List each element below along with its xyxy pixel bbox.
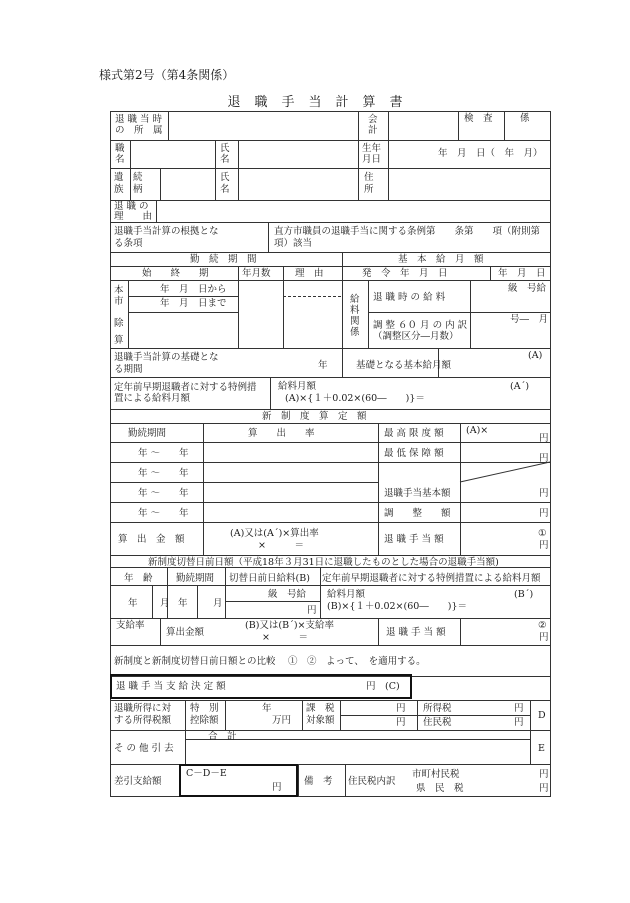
birth-label-2: 月日 <box>362 154 382 165</box>
switch-title: 新制度切替日前日額（平成18年３月31日に退職したものとした場合の退職手当額) <box>148 557 499 568</box>
other-label: そ の 他 引 去 <box>114 743 174 754</box>
net-formula: C－D－E <box>186 768 227 779</box>
circle-1: ① <box>538 528 547 539</box>
sw-period-header: 勤続期間 <box>176 573 215 584</box>
compare-text: 新制度と新制度切替日前日額との比較 ① ② よって、 を適用する。 <box>114 656 426 667</box>
adjust-amount-label: 調 整 額 <box>384 508 451 519</box>
birth-date: 年 月 日（ 年 月） <box>438 148 543 159</box>
rel-1: 給 <box>350 294 360 305</box>
rel-2: 料 <box>350 305 360 316</box>
sw-salary-label: 給料月額 <box>327 589 366 600</box>
A-prime-label: (A´) <box>510 381 530 392</box>
acct-label-2: 計 <box>368 125 378 136</box>
from-date: 年 月 日から <box>160 284 227 295</box>
sw-formula: (B)×{１＋0.02×(60― )}＝ <box>327 601 468 612</box>
b-name-label-1: 氏 <box>220 172 230 183</box>
newsys-period-header: 勤続期間 <box>128 428 167 439</box>
sw-yen: 円 <box>307 605 317 616</box>
acct-label-1: 会 <box>368 114 378 125</box>
age-tsuki: 月 <box>160 598 170 609</box>
A-label: (A) <box>528 350 543 361</box>
dept-label-1: 退 職 当 時 <box>115 114 163 125</box>
grade-label: 級 号給 <box>508 283 547 294</box>
kakari-label: 係 <box>520 113 530 124</box>
target-2: 対象額 <box>306 715 335 726</box>
start-end-header: 始 終 期 <box>142 268 209 279</box>
yen-tax-2: 円 <box>396 717 406 728</box>
newsys-rate-header: 算 出 率 <box>248 428 315 439</box>
sw-salary-header: 切替日前日給料(B) <box>229 573 310 584</box>
basis-label-1: 退職手当計算の根拠とな <box>114 226 219 237</box>
reason-label-2: 理 由 <box>114 211 153 222</box>
rel-3: 関 <box>350 316 360 327</box>
form-title: 退職手当計算書 <box>227 95 417 110</box>
form-label: 様式第2号（第4条関係） <box>99 68 235 82</box>
rate-label: 支給率 <box>116 620 145 631</box>
jo-label: 除 <box>114 318 124 329</box>
yen-4: 円 <box>539 508 549 519</box>
sw-calc-label: 算出金額 <box>166 627 205 638</box>
newsys-title: 新 制 度 算 定 額 <box>262 411 367 422</box>
san-label: 算 <box>114 335 124 346</box>
reason-header: 理 由 <box>295 268 324 279</box>
calc-amount-label: 算 出 金 額 <box>118 534 185 545</box>
addr-label-1: 住 <box>364 172 374 183</box>
other-total: 合 計 <box>208 731 237 742</box>
pref-tax-label: 県 民 税 <box>416 783 464 794</box>
yen-tax-1: 円 <box>396 703 406 714</box>
to-date: 年 月 日まで <box>160 298 227 309</box>
post-label-2: 名 <box>115 154 125 165</box>
period-tsuki: 月 <box>213 598 223 609</box>
period-row-3: 年 ～ 年 <box>138 488 189 499</box>
rel-4: 係 <box>350 327 360 338</box>
sw-formula-1: (B)又は(B´)×支給率 <box>245 620 334 631</box>
basis-years: 年 <box>318 360 328 371</box>
statute-2: 項）該当 <box>274 238 313 249</box>
yen-pref: 円 <box>539 783 549 794</box>
ym-header: 年月数 <box>242 268 271 279</box>
months-label: 号― 月 <box>510 314 549 325</box>
honshi-1: 本 <box>114 285 124 296</box>
retire-amount-label: 退 職 手 当 額 <box>384 534 444 545</box>
yen-5: 円 <box>539 540 549 551</box>
honshi-2: 市 <box>114 296 124 307</box>
age-header: 年 齢 <box>124 573 153 584</box>
target-1: 課 税 <box>306 703 335 714</box>
net-yen: 円 <box>272 782 282 793</box>
service-period-header: 勤 続 期 間 <box>190 254 257 265</box>
yen-1: 円 <box>539 433 549 444</box>
tax-manen: 万円 <box>272 715 292 726</box>
addr-label-2: 所 <box>364 184 374 195</box>
city-tax-label: 市町村民税 <box>412 769 460 780</box>
min-label: 最 低 保 障 額 <box>384 448 444 459</box>
decision-amount: 円 (C) <box>366 681 400 692</box>
early-formula: (A)×{１＋0.02×(60― )}＝ <box>285 393 425 404</box>
E-label: E <box>538 743 545 754</box>
yen-3: 円 <box>539 488 549 499</box>
dept-label-2: の 所 属 <box>115 125 163 136</box>
res-tax-label: 住民税 <box>423 717 452 728</box>
base-salary-label: 基礎となる基本給月額 <box>356 360 452 371</box>
early-salary: 給料月額 <box>278 381 317 392</box>
yen-2: 円 <box>539 453 549 464</box>
period-row-1: 年 ～ 年 <box>138 448 189 459</box>
salary-at-retire: 退 職 時 の 給 料 <box>373 292 446 303</box>
yen-tax-4: 円 <box>514 717 524 728</box>
period-row-2: 年 ～ 年 <box>138 468 189 479</box>
adjust-label-2: （調整区分―月数） <box>373 331 459 342</box>
sw-grade: 級 号給 <box>268 589 307 600</box>
yen-city: 円 <box>539 769 549 780</box>
bereaved-label-1: 遺 続 <box>114 172 143 183</box>
max-label: 最 高 限 度 額 <box>384 428 444 439</box>
basis-period-2: る期間 <box>114 364 143 375</box>
name-label-1: 氏 <box>220 143 230 154</box>
age-nen: 年 <box>128 598 138 609</box>
yen-6: 円 <box>539 632 549 643</box>
statute-1: 直方市職員の退職手当に関する条例第 条第 項（附則第 <box>274 226 541 237</box>
early-label-2: 置による給料月額 <box>114 393 191 404</box>
bereaved-label-2: 族 柄 <box>114 184 143 195</box>
income-tax-label: 所得税 <box>423 703 452 714</box>
tax-label-2: する所得税額 <box>114 715 172 726</box>
ymd-header: 年 月 日 <box>498 268 546 279</box>
birth-label-1: 生年 <box>362 143 382 154</box>
max-value: (A)× <box>466 425 489 436</box>
yen-tax-3: 円 <box>514 703 524 714</box>
b-name-label-2: 名 <box>220 184 230 195</box>
decision-label: 退 職 手 当 支 給 決 定 額 <box>116 681 226 692</box>
tax-nen: 年 <box>262 703 272 714</box>
period-nen: 年 <box>178 598 188 609</box>
tax-label-1: 退職所得に対 <box>114 703 172 714</box>
basic-salary-header: 基 本 給 月 額 <box>398 254 484 265</box>
breakdown-label: 住民税内訳 <box>348 776 396 787</box>
reason-label-1: 退 職 の <box>114 201 149 212</box>
post-label-1: 職 <box>115 143 125 154</box>
special-1: 特 別 <box>190 703 219 714</box>
calc-formula-1: (A)又は(A´)×算出率 <box>230 528 319 539</box>
basis-label-2: る条項 <box>114 238 143 249</box>
remarks-label: 備 考 <box>304 776 333 787</box>
adjust-label-1: 調 整 ６０ 月 の 内 訳 <box>373 320 468 331</box>
basis-period-1: 退職手当計算の基礎とな <box>114 352 219 363</box>
special-2: 控除額 <box>190 715 219 726</box>
inspect-label: 検 査 <box>464 113 493 124</box>
circle-2: ② <box>538 620 547 631</box>
sw-retire-label: 退 職 手 当 額 <box>386 627 446 638</box>
sw-formula-2: × ＝ <box>262 632 308 643</box>
B-prime-label: (B´) <box>514 589 534 600</box>
early-label-1: 定年前早期退職者に対する特例措 <box>114 382 257 393</box>
D-label: D <box>538 710 546 721</box>
sw-early-header: 定年前早期退職者に対する特例措置による給料月額 <box>322 573 541 584</box>
net-label: 差引支給額 <box>114 776 162 787</box>
calc-formula-2: × ＝ <box>258 540 304 551</box>
period-row-4: 年 ～ 年 <box>138 508 189 519</box>
base-amount-label: 退職手当基本額 <box>384 488 451 499</box>
name-label-2: 名 <box>220 154 230 165</box>
issue-date-header: 発 令 年 月 日 <box>362 268 448 279</box>
